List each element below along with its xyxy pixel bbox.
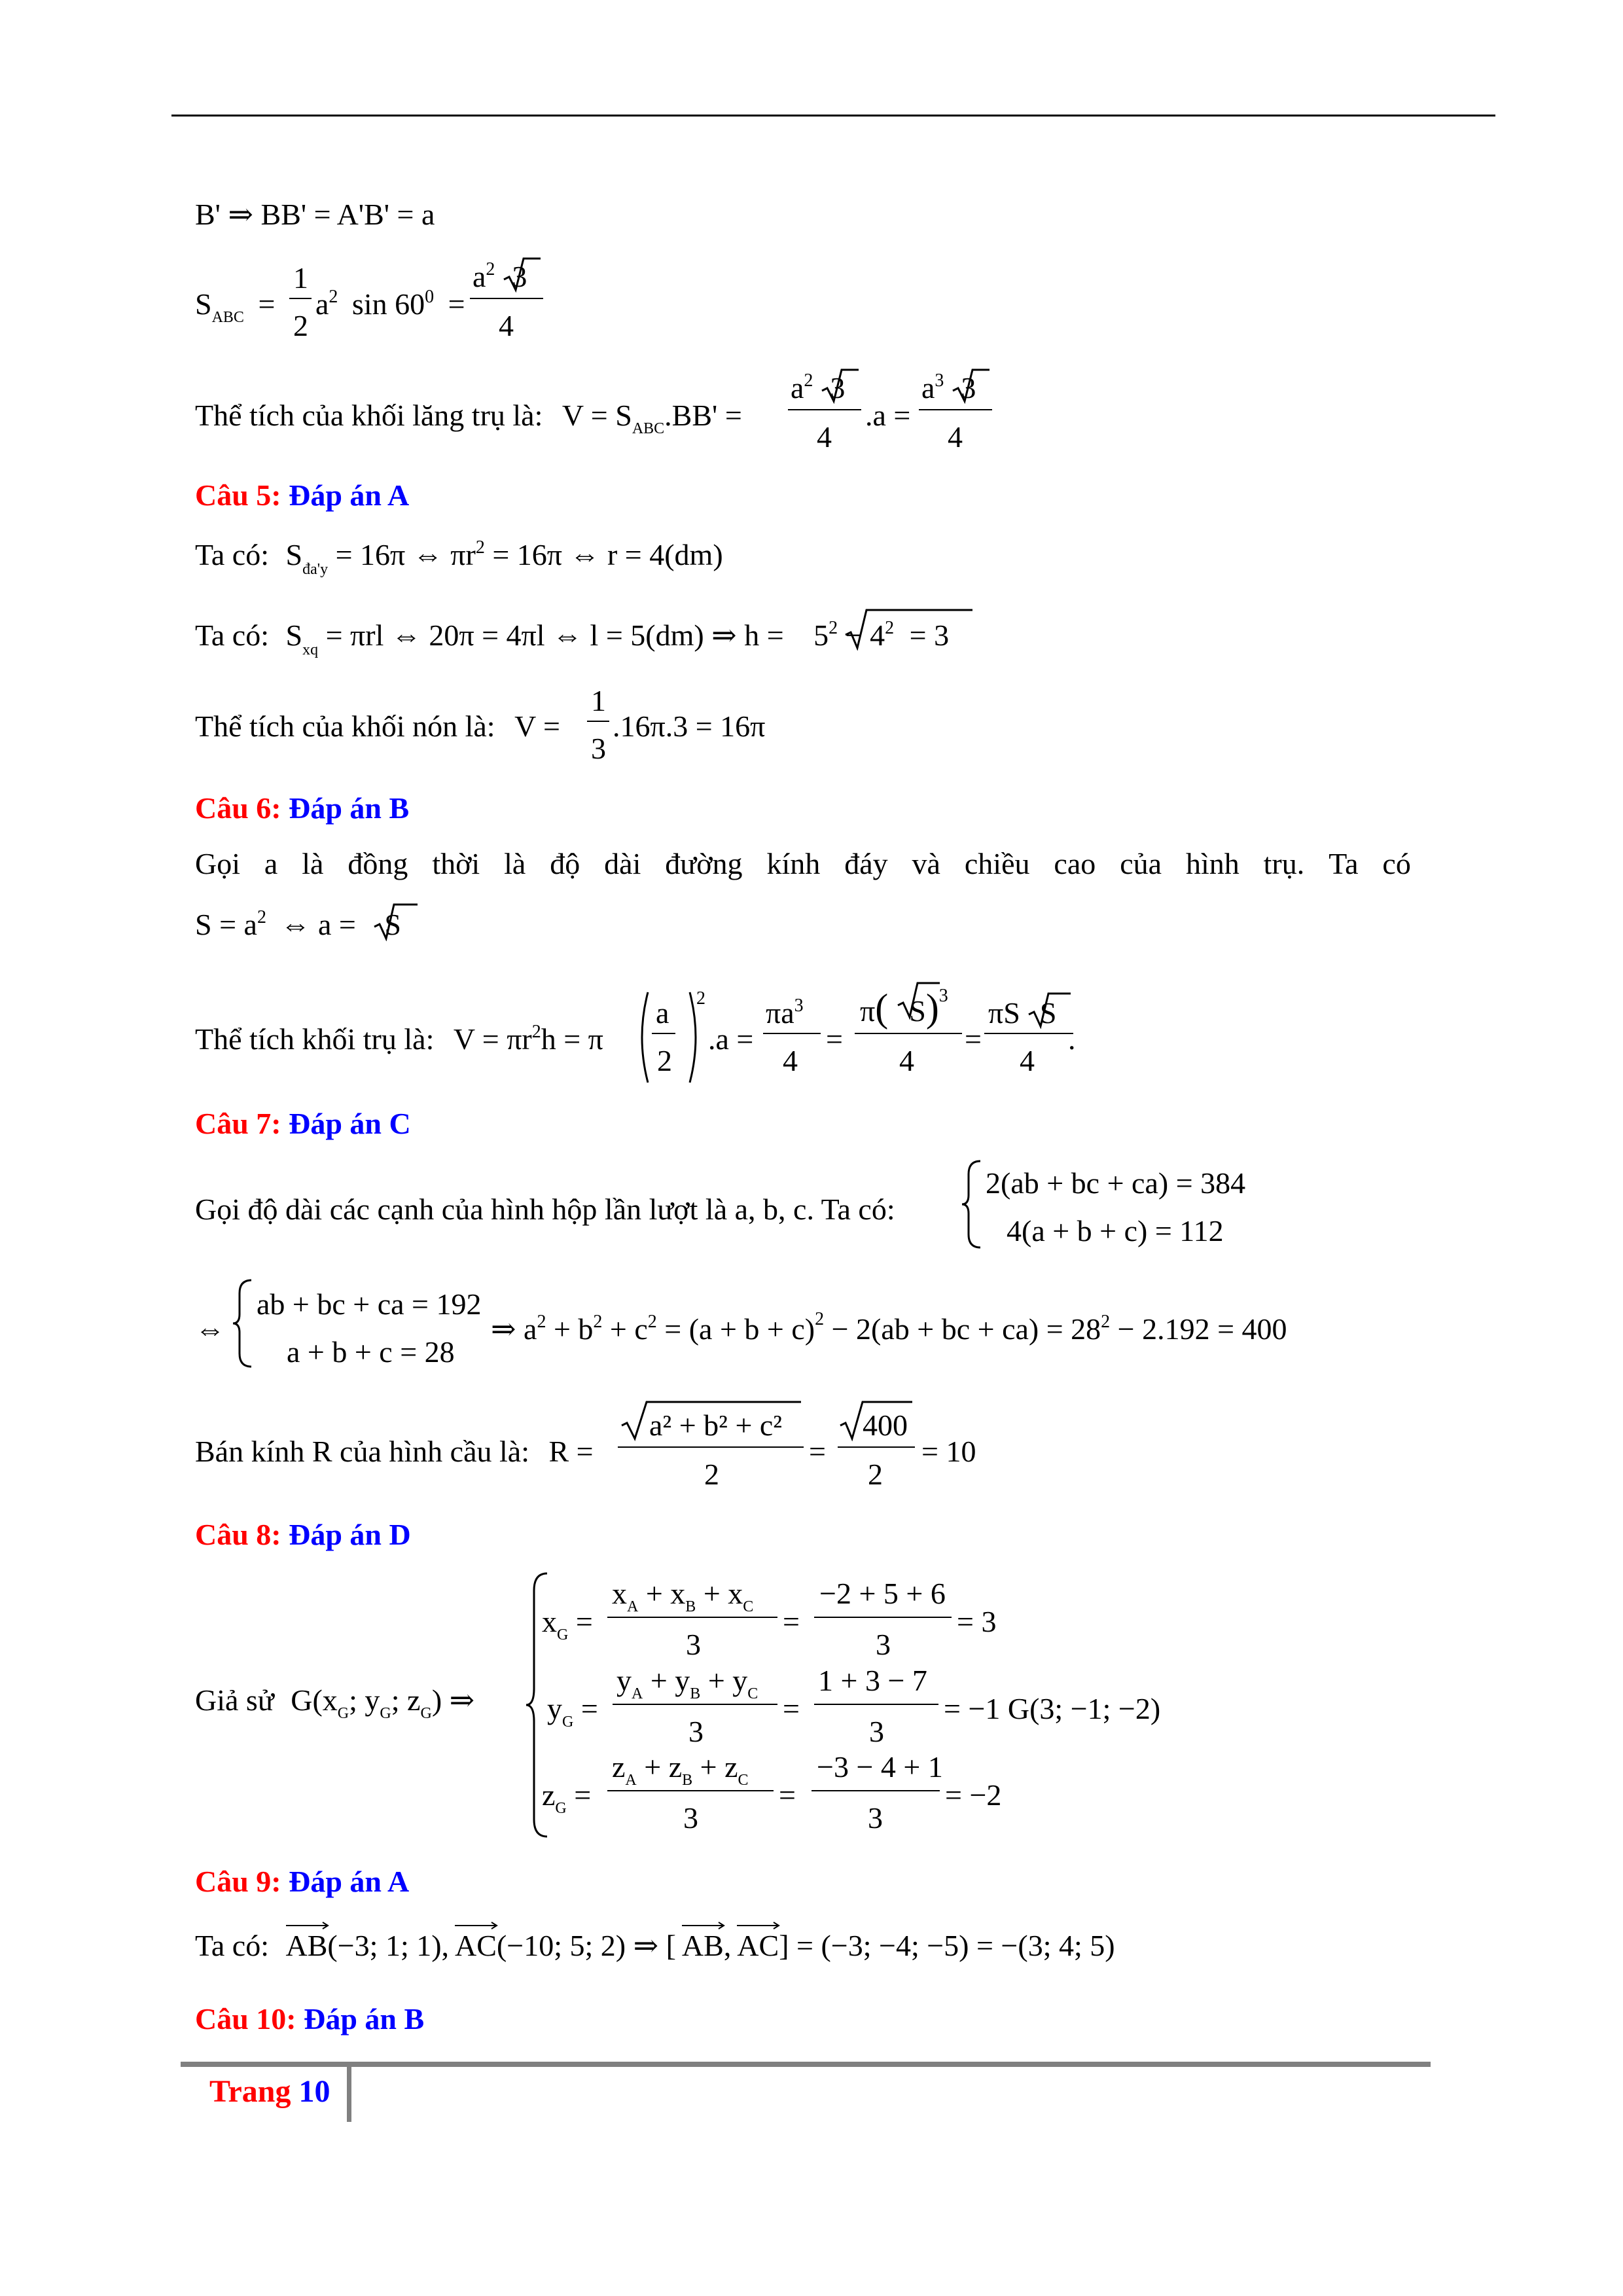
q7-chain: ⇒ $a^2 + b^2 + c^2 = (a + b + c)^2 - 2(ab$ + bc + $ca) = 28^2 - 2.192 = 400$ xyxy=(491,1309,1287,1346)
q5-line-c-rest: .16π.3 = 16π xyxy=(613,709,766,743)
frac-bar xyxy=(919,409,992,410)
q8-row-z-den: 3 xyxy=(683,1801,698,1835)
frac-bar xyxy=(838,1446,915,1448)
frac-pis-sqrt-s-den: 4 xyxy=(1020,1044,1035,1077)
frac-bar xyxy=(652,1033,675,1034)
header-rule xyxy=(171,115,1495,117)
q8-row-x-num: $x_A + x_B + x_C$ xyxy=(612,1577,754,1615)
vector-ab: AB xyxy=(682,1929,724,1962)
frac-a2r3-den: 4 xyxy=(499,309,514,342)
q8-row-z-num2: −3 − 4 + 1 xyxy=(817,1750,943,1784)
question-6-heading: Câu 6: Đáp án B xyxy=(195,791,410,825)
q8-row-y-end: = −1 G(3; −1; −2) xyxy=(944,1692,1161,1725)
frac-bar xyxy=(814,1704,938,1705)
frac-v-num-1: $a^2$ 3 xyxy=(791,370,846,404)
line-2: $S_{ABC}$ = xyxy=(195,287,276,326)
page-number: Trang 10 xyxy=(209,2074,330,2109)
q6-paragraph-line-1: Gọi a là đồng thời là độ dài đường kính đáy và chiều cao của hình trụ. Ta có xyxy=(195,847,1411,880)
footer-rule xyxy=(181,2062,1431,2067)
frac-1-3-num: 1 xyxy=(591,684,606,717)
line-1: B' ⇒ BB' = A'B' = a xyxy=(195,198,435,231)
q6-dot-a: .a = xyxy=(708,1022,754,1056)
sqrt-symbol xyxy=(844,609,975,651)
frac-bar xyxy=(289,298,312,299)
frac-bar xyxy=(613,1704,777,1705)
q8-row-x-den: 3 xyxy=(686,1628,701,1661)
q7-system-eq-3: ab + bc + ca = 192 xyxy=(257,1287,482,1321)
frac-bar xyxy=(607,1617,777,1618)
frac-r-den-1: 2 xyxy=(704,1458,719,1491)
sqrt-symbol xyxy=(839,1401,915,1441)
sqrt-symbol xyxy=(821,368,860,404)
q6-eq-2: = xyxy=(826,1022,843,1056)
sqrt-symbol xyxy=(373,903,420,941)
frac-r-den-2: 2 xyxy=(868,1458,883,1491)
frac-pi-sqrt-s-num: π( S)$^3$ xyxy=(860,986,948,1030)
q8-row-y-den: 3 xyxy=(688,1715,704,1748)
frac-a-2-den: 2 xyxy=(657,1044,672,1077)
q7-end: = 10 xyxy=(921,1435,976,1468)
brace-left xyxy=(232,1278,255,1369)
vector-ac: AC xyxy=(455,1929,497,1962)
sqrt-symbol xyxy=(952,368,991,404)
frac-v-den-1: 4 xyxy=(817,420,832,454)
frac-pia3-den: 4 xyxy=(783,1044,798,1077)
frac-bar xyxy=(984,1033,1073,1034)
frac-1-2-den: 2 xyxy=(293,309,308,342)
line-2-mid: $a^2$ $\sin 60^0$ = xyxy=(315,287,465,321)
frac-pi-sqrt-s-den: 4 xyxy=(899,1044,914,1077)
q5-line-a: Ta có: $S_{đa'y} = 16\pi$ ⇔ $\pi r^2 = 16\pi$ ⇔ r = 4(dm) xyxy=(195,537,723,578)
q8-row-z-num: $z_A + z_B + z_C$ xyxy=(612,1750,749,1789)
question-10-heading: Câu 10: Đáp án B xyxy=(195,2002,425,2036)
frac-v-den-2: 4 xyxy=(948,420,963,454)
frac-a2r3-num: $a^2$ 3 xyxy=(473,259,527,293)
question-7-heading: Câu 7: Đáp án C xyxy=(195,1107,411,1140)
q8-row-y-num2: 1 + 3 − 7 xyxy=(818,1664,927,1697)
frac-bar xyxy=(763,1033,821,1034)
q5-line-c-text: Thể tích của khối nón là: V = xyxy=(195,709,560,743)
q8-row-z-end: = −2 xyxy=(945,1778,1002,1812)
frac-1-3-den: 3 xyxy=(591,732,606,765)
q6-paragraph-line-2: $S = a^2$ ⇔ a = S xyxy=(195,907,401,941)
power-2: 2 xyxy=(696,988,705,1009)
q8-row-z-den2: 3 xyxy=(868,1801,883,1835)
frac-bar xyxy=(788,409,861,410)
frac-pia3-num: $\pi a^3$ xyxy=(766,996,804,1030)
frac-a-2-num: a xyxy=(656,996,669,1030)
frac-bar xyxy=(470,298,543,299)
frac-1-2-num: 1 xyxy=(293,261,308,295)
q8-row-y-eq: = xyxy=(783,1692,800,1725)
frac-v-num-2: $a^3$ 3 xyxy=(921,370,976,404)
sqrt-symbol xyxy=(503,257,542,293)
q8-row-x-eq: = xyxy=(783,1605,800,1638)
q8-row-z-eq: = xyxy=(779,1778,796,1812)
q7-iff: ⇔ xyxy=(195,1312,225,1346)
q7-eq-2: = xyxy=(809,1435,826,1468)
q8-row-y-den2: 3 xyxy=(869,1715,884,1748)
question-9-heading: Câu 9: Đáp án A xyxy=(195,1865,410,1898)
q8-row-x-den2: 3 xyxy=(876,1628,891,1661)
q7-system-eq-2: 4(a + b + c) = 112 xyxy=(1007,1214,1224,1247)
footer-vertical-bar xyxy=(347,2067,351,2122)
frac-r-num-1: a² + b² + c² xyxy=(649,1408,783,1442)
q8-lead: Giả sử $G(x_G$; $y_G$; $z_G$) ⇒ xyxy=(195,1683,475,1722)
q6-eq-3: = xyxy=(965,1022,982,1056)
line-3-mid: .a = xyxy=(865,399,911,432)
frac-bar xyxy=(618,1446,804,1448)
q7-system-eq-1: 2(ab + bc + ca) = 384 xyxy=(986,1166,1246,1200)
frac-bar xyxy=(812,1790,940,1791)
vector-ab: AB xyxy=(286,1929,328,1962)
q7-system-eq-4: a + b + c = 28 xyxy=(287,1335,455,1369)
q8-row-x-end: = 3 xyxy=(957,1605,997,1638)
q8-row-y-num: $y_A + y_B + y_C$ xyxy=(616,1664,758,1702)
q8-row-x-lhs: $x_G$ = xyxy=(542,1605,593,1643)
vector-ac: AC xyxy=(737,1929,779,1962)
q5-line-b: Ta có: $S_{xq} = \pi rl$ ⇔ 20π = 4πl ⇔ l = 5(dm) ⇒ $h = 5^2 - 4^2 = 3$ xyxy=(195,618,950,658)
frac-r-num-2: 400 xyxy=(863,1408,908,1442)
sqrt-symbol xyxy=(620,1401,804,1441)
q8-row-x-num2: −2 + 5 + 6 xyxy=(819,1577,946,1610)
q6-volume-text: Thể tích khối trụ là: $V = \pi r^2h = \pi$ xyxy=(195,1022,603,1056)
line-3-text: Thể tích của khối lăng trụ là: $V = S_{ABC}.BB'$ = xyxy=(195,399,742,437)
q8-row-y-lhs: $y_G$ = xyxy=(547,1692,598,1731)
question-8-heading: Câu 8: Đáp án D xyxy=(195,1518,411,1551)
q7-radius-text: Bán kính R của hình cầu là: R = xyxy=(195,1435,594,1468)
frac-bar xyxy=(855,1033,962,1034)
frac-bar xyxy=(587,721,609,722)
q8-row-z-lhs: $z_G$ = xyxy=(542,1778,592,1817)
q7-text: Gọi độ dài các cạnh của hình hộp lần lượt là a, b, c. Ta có: xyxy=(195,1193,895,1226)
question-5-heading: Câu 5: Đáp án A xyxy=(195,478,410,512)
frac-bar xyxy=(814,1617,952,1618)
sqrt-symbol xyxy=(897,982,942,1020)
brace-left xyxy=(961,1158,984,1250)
frac-pis-sqrt-s-num: πS S xyxy=(988,996,1057,1030)
sqrt-symbol xyxy=(1027,992,1073,1029)
frac-bar xyxy=(607,1790,774,1791)
q6-final-dot: . xyxy=(1068,1022,1076,1056)
q9-line: Ta có: AB (−3; 1; 1), AC (−10; 5; 2) ⇒ [ AB , AC ] = (−3; −4; −5) = −(3; 4; 5) xyxy=(195,1931,1115,1961)
